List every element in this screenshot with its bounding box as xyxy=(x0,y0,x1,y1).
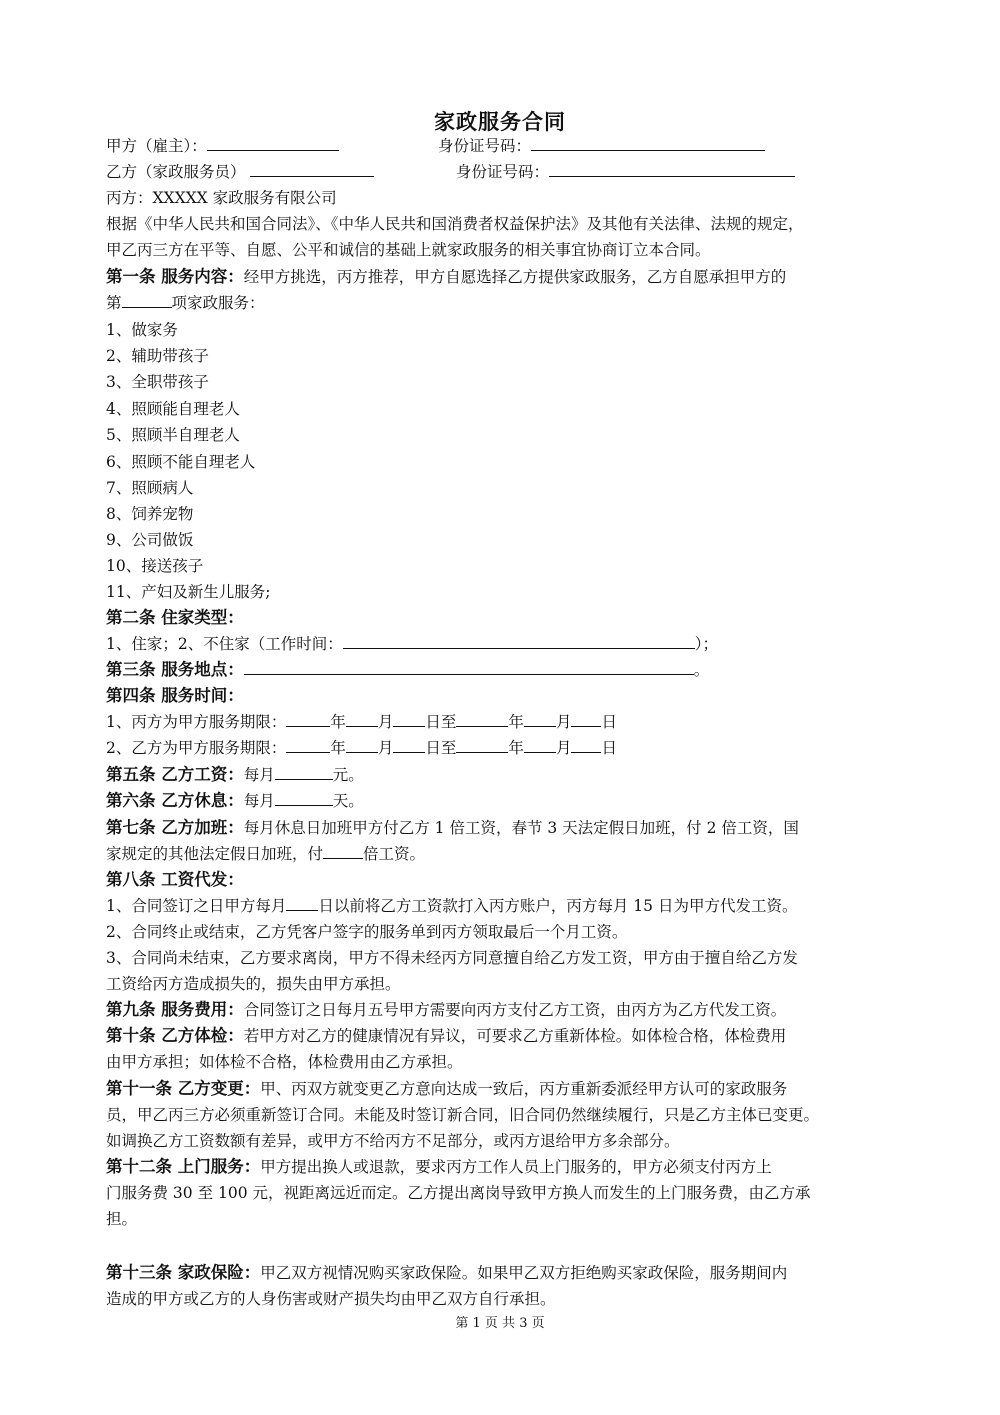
article-7-line-2 xyxy=(106,844,425,864)
article-12-heading: 第十二条 上门服务： xyxy=(106,1157,261,1176)
year-label: 年 xyxy=(508,739,524,757)
day-label: 日 xyxy=(601,713,617,731)
service-item: 5、照顾半自理老人 xyxy=(106,426,240,444)
party-b-id-label: 身份证号码： xyxy=(456,163,550,181)
article-8-heading: 第八条 工资代发： xyxy=(106,870,244,889)
month-label: 月 xyxy=(555,739,572,757)
article-11-line-2: 员，甲乙丙三方必须重新签订合同。未能及时签订新合同，旧合同仍然继续履行，只是乙方主体已变更。 xyxy=(106,1106,820,1124)
party-b-line xyxy=(106,162,374,182)
article-2-heading: 第二条 住家类型： xyxy=(106,608,244,627)
month-label: 月 xyxy=(377,739,394,757)
end-day-blank[interactable] xyxy=(571,712,601,727)
article-10-line-2: 由甲方承担；如体检不合格，体检费用由乙方承担。 xyxy=(106,1053,463,1071)
service-item-number-blank[interactable] xyxy=(122,293,172,308)
article-13-line-2: 造成的甲方或乙方的人身伤害或财产损失均由甲乙双方自行承担。 xyxy=(106,1290,556,1308)
monthly-salary-blank[interactable] xyxy=(275,765,333,780)
day-to-label: 日至 xyxy=(425,739,457,757)
service-location-blank[interactable] xyxy=(244,660,694,675)
end-day-blank[interactable] xyxy=(571,738,601,753)
rest-days-blank[interactable] xyxy=(275,791,333,806)
article-10-text-1: 若甲方对乙方的健康情况有异议，可要求乙方重新体检。如体检合格，体检费用 xyxy=(243,1027,787,1045)
article-5-heading: 第五条 乙方工资： xyxy=(106,765,244,784)
article-8-line-4: 工资给丙方造成损失的，损失由甲方承担。 xyxy=(106,975,401,993)
article-7-line-1 xyxy=(106,818,799,838)
start-month-blank[interactable] xyxy=(346,712,378,727)
payment-day-blank[interactable] xyxy=(286,896,318,911)
start-year-blank[interactable] xyxy=(286,738,330,753)
working-hours-blank[interactable] xyxy=(343,634,695,649)
article-8-line-2: 2、合同终止或结束，乙方凭客户签字的服务单到丙方领取最后一个月工资。 xyxy=(106,923,628,941)
article-6-heading: 第六条 乙方休息： xyxy=(106,791,244,810)
start-month-blank[interactable] xyxy=(346,738,378,753)
article-12-line-1 xyxy=(106,1157,772,1177)
article-1-line-2 xyxy=(106,293,265,313)
preamble-line-1: 根据《中华人民共和国合同法》、《中华人民共和国消费者权益保护法》及其他有关法律、法规的规定， xyxy=(106,215,804,233)
article-13-line-1 xyxy=(106,1263,787,1283)
party-a-name-blank[interactable] xyxy=(207,136,339,151)
article-11-line-1 xyxy=(106,1079,787,1099)
article-11-text-1: 甲、丙双方就变更乙方意向达成一致后，丙方重新委派经甲方认可的家政服务 xyxy=(260,1080,788,1098)
end-year-blank[interactable] xyxy=(456,712,508,727)
article-1-heading: 第一条 服务内容： xyxy=(106,267,244,286)
period-c-label: 1、丙方为甲方服务期限： xyxy=(106,713,287,731)
holiday-multiplier-blank[interactable] xyxy=(323,844,363,859)
party-a-id-line xyxy=(438,136,765,156)
article-8-line-3: 3、合同尚未结束，乙方要求离岗，甲方不得未经丙方同意擅自给乙方发工资，甲方由于擅自给乙方发 xyxy=(106,949,798,967)
end-year-blank[interactable] xyxy=(456,738,508,753)
article-8-text-1b: 日以前将乙方工资款打入丙方账户，丙方每月 15 日为甲方代发工资。 xyxy=(318,897,798,915)
article-11-line-3: 如调换乙方工资数额有差异，或甲方不给丙方不足部分，或丙方退给甲方多余部分。 xyxy=(106,1132,680,1150)
month-label: 月 xyxy=(377,713,394,731)
party-c-line: 丙方：XXXXX 家政服务有限公司 xyxy=(106,189,337,207)
article-13-heading: 第十三条 家政保险： xyxy=(106,1263,261,1282)
party-b-label: 乙方（家政服务员） xyxy=(106,163,246,181)
party-b-name-blank[interactable] xyxy=(250,162,374,177)
page-number-footer: 第 1 页 共 3 页 xyxy=(455,1316,545,1331)
article-10-heading: 第十条 乙方体检： xyxy=(106,1026,244,1045)
document-title: 家政服务合同 xyxy=(434,110,566,134)
article-12-line-3: 担。 xyxy=(106,1210,138,1228)
article-9-heading: 第九条 服务费用： xyxy=(106,1000,244,1019)
article-8-line-1 xyxy=(106,896,797,916)
article-1-line-1 xyxy=(106,267,786,287)
article-7-heading: 第七条 乙方加班： xyxy=(106,818,244,837)
year-label: 年 xyxy=(330,713,346,731)
article-2-text-b: ）； xyxy=(694,635,718,653)
article-10-line-1 xyxy=(106,1026,786,1046)
service-item: 8、饲养宠物 xyxy=(106,505,194,523)
day-label: 日 xyxy=(601,739,617,757)
service-item: 10、接送孩子 xyxy=(106,557,204,575)
year-label: 年 xyxy=(330,739,346,757)
article-3-heading: 第三条 服务地点： xyxy=(106,660,244,679)
article-7-text-1: 每月休息日加班甲方付乙方 1 倍工资，春节 3 天法定假日加班，付 2 倍工资，国 xyxy=(243,819,799,837)
article-4-line-2 xyxy=(106,738,617,758)
article-5-line xyxy=(106,765,364,785)
article-7-text-2a: 家规定的其他法定假日加班，付 xyxy=(106,845,324,863)
article-12-line-2: 门服务费 30 至 100 元，视距离远近而定。乙方提出离岗导致甲方换人而发生的上门服务费，由乙方承 xyxy=(106,1184,811,1202)
service-item: 7、照顾病人 xyxy=(106,479,194,497)
article-3-line xyxy=(106,660,709,680)
article-13-text-1: 甲乙双方视情况购买家政保险。如果甲乙双方拒绝购买家政保险，服务期间内 xyxy=(260,1264,788,1282)
period-b-label: 2、乙方为甲方服务期限： xyxy=(106,739,287,757)
preamble-line-2: 甲乙丙三方在平等、自愿、公平和诚信的基础上就家政服务的相关事宜协商订立本合同。 xyxy=(106,241,711,259)
party-b-id-line xyxy=(456,162,795,182)
party-a-line xyxy=(106,136,339,156)
article-6-line xyxy=(106,791,364,811)
article-6-post: 天。 xyxy=(332,792,364,810)
article-4-line-1 xyxy=(106,712,617,732)
end-month-blank[interactable] xyxy=(524,712,556,727)
start-year-blank[interactable] xyxy=(286,712,330,727)
service-item: 4、照顾能自理老人 xyxy=(106,400,240,418)
service-item: 6、照顾不能自理老人 xyxy=(106,453,256,471)
end-month-blank[interactable] xyxy=(524,738,556,753)
service-item: 2、辅助带孩子 xyxy=(106,347,209,365)
start-day-blank[interactable] xyxy=(393,712,425,727)
article-1-text-2b: 项家政服务： xyxy=(171,294,265,312)
article-7-text-2b: 倍工资。 xyxy=(363,845,426,863)
article-8-text-1a: 1、合同签订之日甲方每月 xyxy=(106,897,287,915)
article-5-post: 元。 xyxy=(332,766,364,784)
article-9-line xyxy=(106,1000,786,1020)
article-11-heading: 第十一条 乙方变更： xyxy=(106,1079,261,1098)
service-item: 1、做家务 xyxy=(106,321,178,339)
service-item: 9、公司做饭 xyxy=(106,531,194,549)
service-item: 11、产妇及新生儿服务; xyxy=(106,583,271,601)
party-a-id-blank[interactable] xyxy=(531,136,765,151)
party-b-id-blank[interactable] xyxy=(549,162,795,177)
party-a-label: 甲方（雇主）： xyxy=(106,137,207,155)
year-label: 年 xyxy=(508,713,524,731)
article-5-pre: 每月 xyxy=(243,766,275,784)
party-a-id-label: 身份证号码： xyxy=(438,137,532,155)
start-day-blank[interactable] xyxy=(393,738,425,753)
article-12-text-1: 甲方提出换人或退款，要求丙方工作人员上门服务的，甲方必须支付丙方上 xyxy=(260,1158,772,1176)
article-6-pre: 每月 xyxy=(243,792,275,810)
article-2-line xyxy=(106,634,718,654)
article-3-end: 。 xyxy=(693,661,710,679)
article-4-heading: 第四条 服务时间： xyxy=(106,686,244,705)
service-item: 3、全职带孩子 xyxy=(106,373,209,391)
day-to-label: 日至 xyxy=(425,713,457,731)
article-2-text-a: 1、住家；2、不住家（工作时间： xyxy=(106,635,343,653)
article-9-text: 合同签订之日每月五号甲方需要向丙方支付乙方工资，由丙方为乙方代发工资。 xyxy=(243,1001,787,1019)
article-1-text-2a: 第 xyxy=(106,294,122,312)
article-1-text-1: 经甲方挑选，丙方推荐，甲方自愿选择乙方提供家政服务，乙方自愿承担甲方的 xyxy=(243,268,787,286)
month-label: 月 xyxy=(555,713,572,731)
